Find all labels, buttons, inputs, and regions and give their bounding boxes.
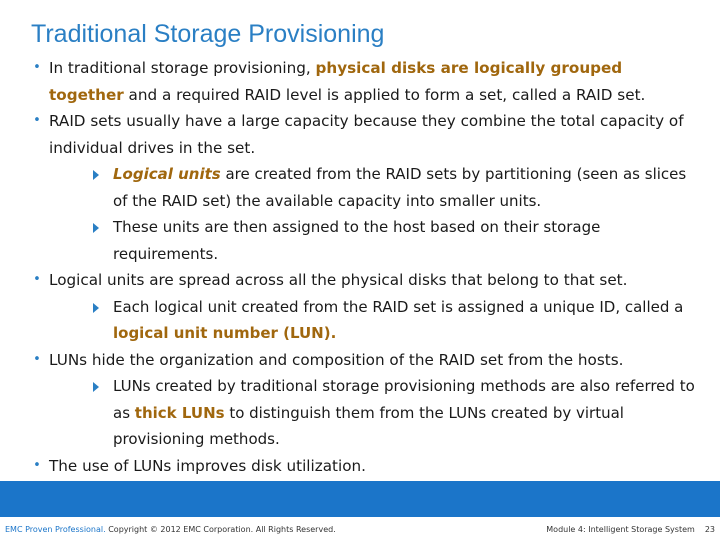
highlight-text: logical unit number (LUN). [113, 324, 337, 342]
sub-bullet-item: Logical units are created from the RAID sets by partitioning (seen as slices of the RAID set) the available capacity into smaller units. [0, 161, 720, 214]
bullet-dot-icon: • [33, 351, 41, 367]
bullet-item: • LUNs hide the organization and composition of the RAID set from the hosts. [0, 347, 720, 374]
slide-body [0, 55, 720, 479]
highlight-text: thick LUNs [134, 403, 225, 422]
footer [0, 517, 720, 540]
bullet-item: • The use of LUNs improves disk utilization. [0, 453, 720, 480]
bullet-item: • RAID sets usually have a large capacity because they combine the total capacity of individual drives in the set. [0, 108, 720, 161]
bullet-dot-icon: • [33, 272, 41, 287]
bullet-item: • Logical units are spread across all the physical disks that belong to that set. [0, 267, 720, 294]
triangle-right-icon [93, 382, 99, 392]
sub-bullet-item: LUNs created by traditional storage provisioning methods are also referred to as thick LUNs to distinguish them from the LUNs created by virtual provisioning methods. [0, 373, 720, 453]
triangle-right-icon [93, 170, 99, 180]
triangle-right-icon [93, 223, 99, 233]
footer-band [0, 481, 720, 517]
page-number: 23 [704, 525, 715, 534]
bullet-dot-icon: • [33, 113, 41, 128]
footer-brand: EMC Proven Professional. [5, 525, 106, 534]
slide-title: Traditional Storage Provisioning [31, 20, 385, 48]
sub-bullet-item: Each logical unit created from the RAID set is assigned a unique ID, called a logical unit number (LUN). [0, 294, 720, 347]
triangle-right-icon [93, 303, 99, 313]
bullet-dot-icon: • [33, 60, 41, 75]
bullet-dot-icon: • [33, 457, 41, 473]
bullet-item: • In traditional storage provisioning, physical disks are logically grouped together and a required RAID level is applied to form a set, called a RAID set. [0, 55, 720, 108]
footer-copyright: EMC Proven Professional. Copyright © 2012 EMC Corporation. All Rights Reserved. [5, 525, 336, 534]
highlight-text: Logical units [113, 165, 221, 183]
footer-module: Module 4: Intelligent Storage System 23 [546, 525, 715, 534]
sub-bullet-item: These units are then assigned to the host based on their storage requirements. [0, 214, 720, 267]
highlight-text: physical disks are logically grouped together [49, 59, 623, 104]
